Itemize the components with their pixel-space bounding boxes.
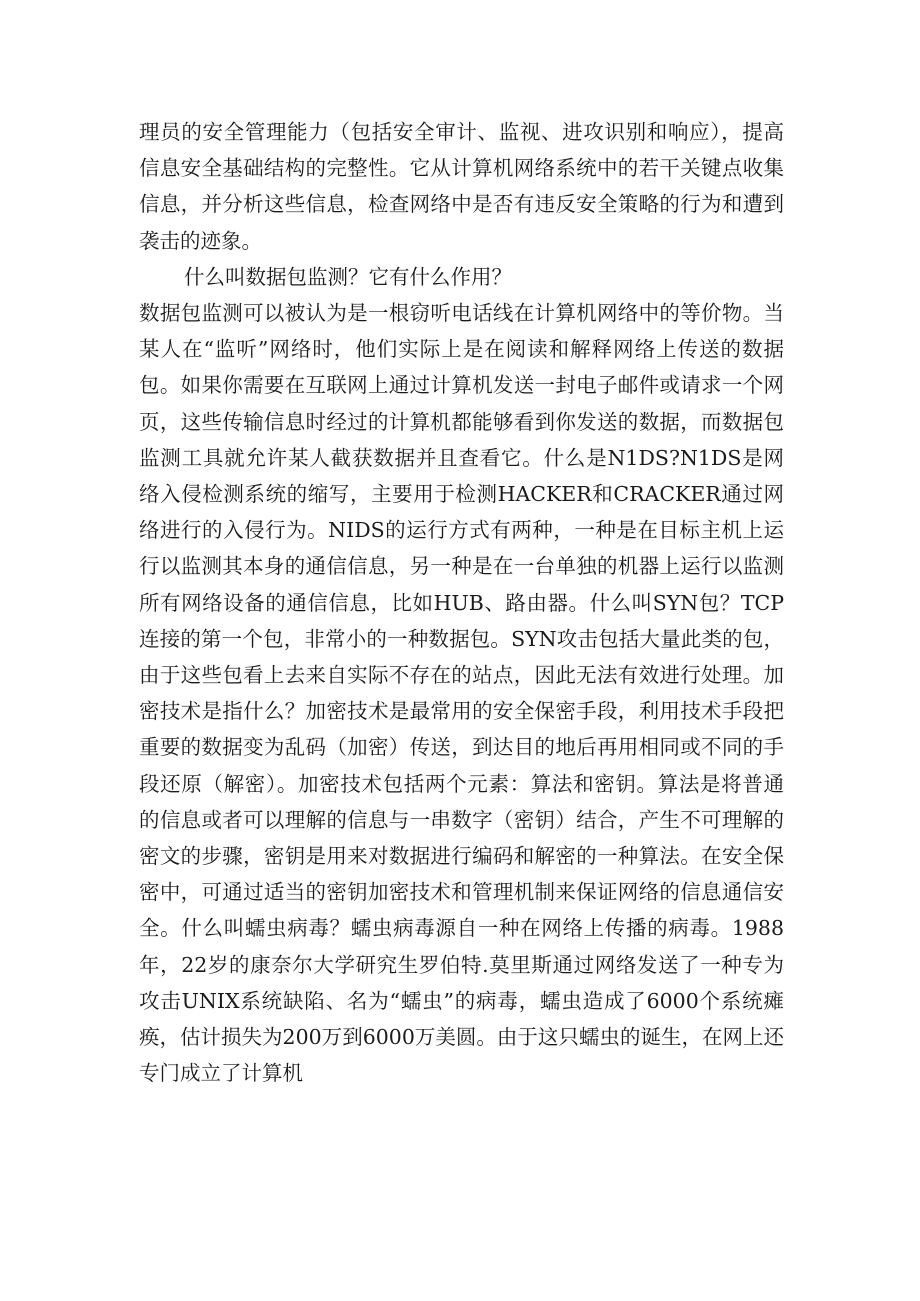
paragraph-continuation: 理员的安全管理能力（包括安全审计、监视、进攻识别和响应），提高信息安全基础结构的完整性。它从计算机网络系统中的若干关键点收集信息，并分析这些信息，检查网络中是否有违反安全策略的行为和遭到袭击的迹象。 bbox=[139, 120, 784, 253]
body-text bbox=[139, 114, 784, 1091]
paragraph-question-heading: 什么叫数据包监测？它有什么作用？ bbox=[184, 264, 512, 289]
paragraph-packet-sniffing: 数据包监测可以被认为是一根窃听电话线在计算机网络中的等价物。当某人在“监听”网络时，他们实际上是在阅读和解释网络上传送的数据包。如果你需要在互联网上通过计算机发送一封电子邮件或请求一个网页，这些传输信息时经过的计算机都能够看到你发送的数据，而数据包监测工具就允许某人截获数据并且查看它。什么是N1DS?N1DS是网络入侵检测系统的缩写，主要用于检测HACKER和CRACKER通过网络进行的入侵行为。NIDS的运行方式有两种，一种是在目标主机上运行以监测其本身的通信信息，另一种是在一台单独的机器上运行以监测所有网络设备的通信信息，比如HUB、路由器。什么叫SYN包？TCP连接的第一个包，非常小的一种数据包。SYN攻击包括大量此类的包，由于这些包看上去来自实际不存在的站点，因此无法有效进行处理。加密技术是指什么？加密技术是最常用的安全保密手段，利用技术手段把重要的数据变为乱码（加密）传送，到达目的地后再用相同或不同的手段还原（解密）。加密技术包括两个元素：算法和密钥。算法是将普通的信息或者可以理解的信息与一串数字（密钥）结合，产生不可理解的密文的步骤，密钥是用来对数据进行编码和解密的一种算法。在安全保密中，可通过适当的密钥加密技术和管理机制来保证网络的信息通信安全。什么叫蠕虫病毒？蠕虫病毒源自一种在网络上传播的病毒。1988年，22岁的康奈尔大学研究生罗伯特.莫里斯通过网络发送了一种专为攻击UNIX系统缺陷、名为“蠕虫”的病毒，蠕虫造成了6000个系统瘫痪，估计损失为200万到6000万美圆。由于这只蠕虫的诞生，在网上还专门成立了计算机 bbox=[139, 301, 784, 1086]
